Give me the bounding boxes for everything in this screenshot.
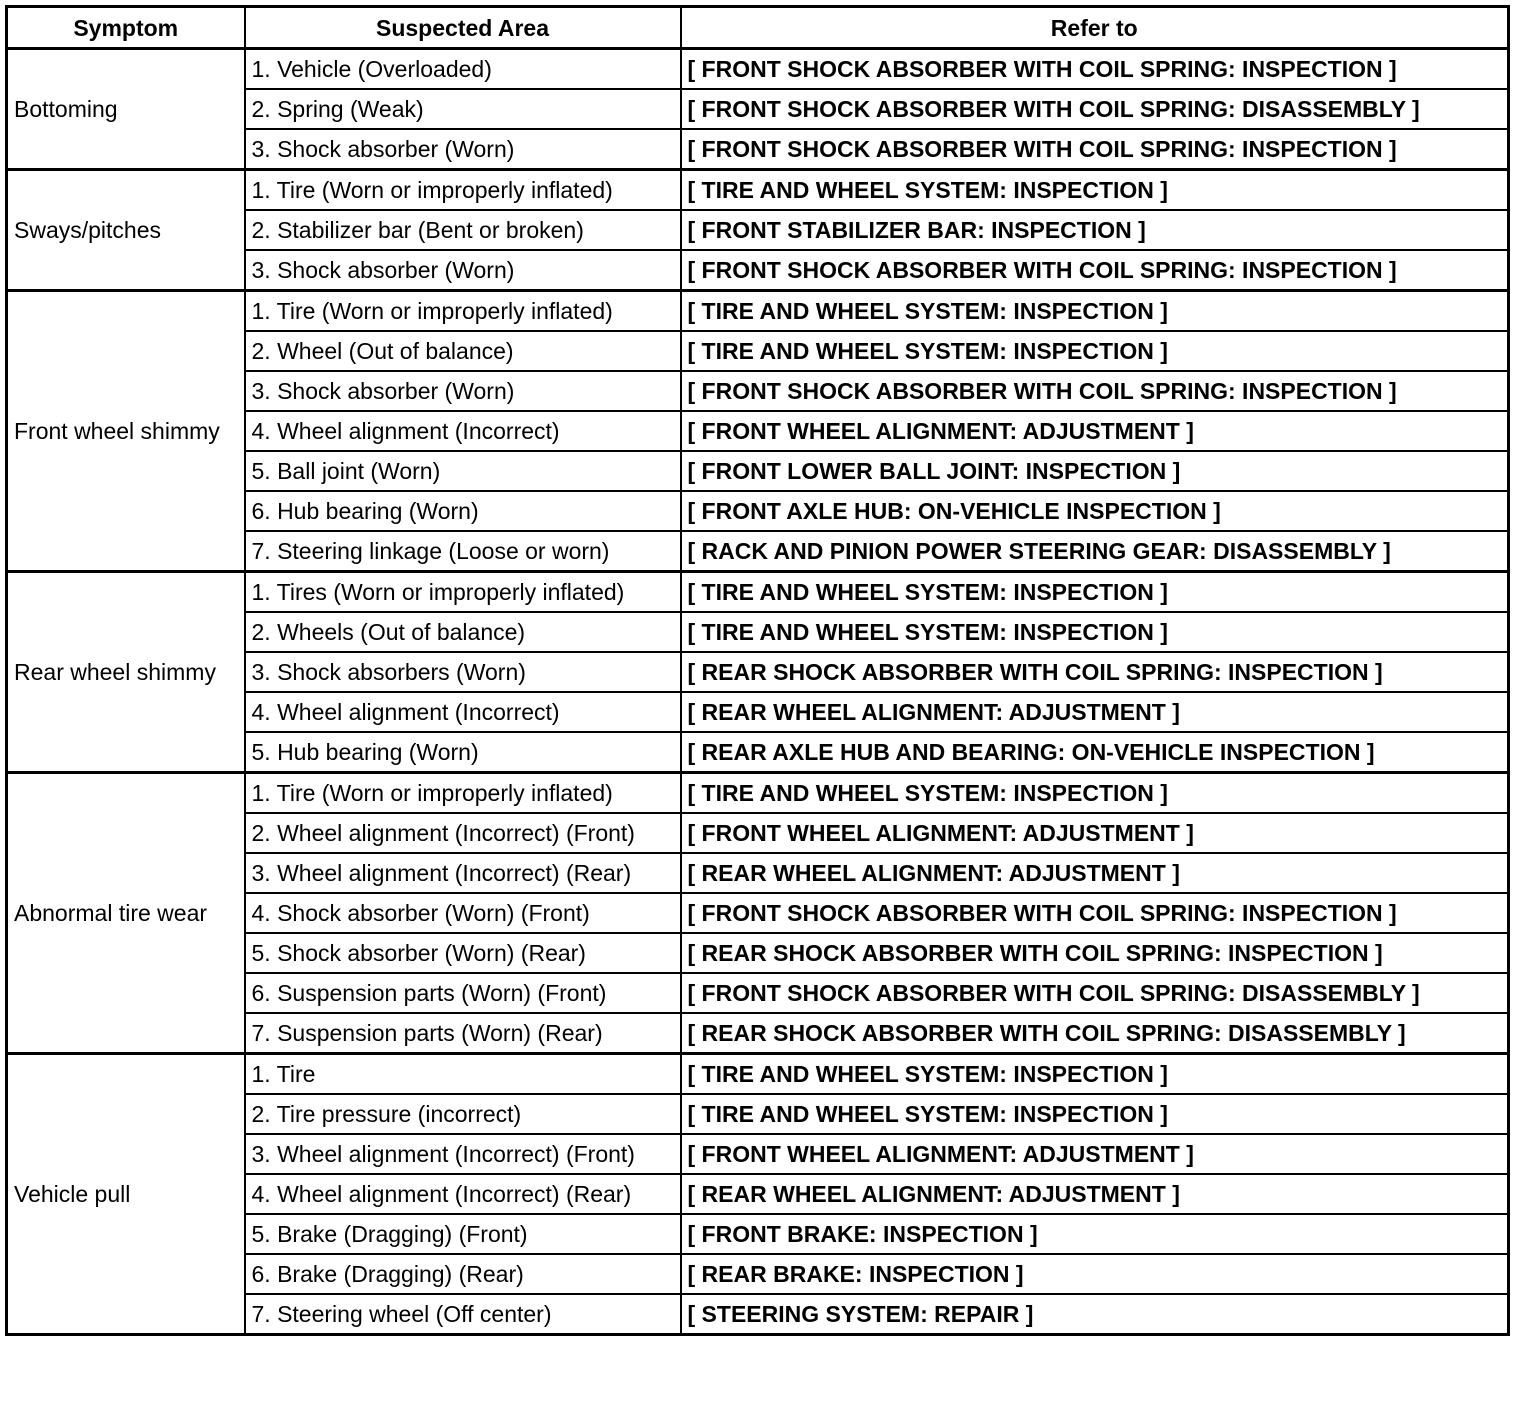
suspected-area-cell: 3. Shock absorbers (Worn): [245, 652, 681, 692]
refer-to-cell: [ FRONT STABILIZER BAR: INSPECTION ]: [681, 210, 1509, 250]
diagnosis-table: [5, 5, 1510, 1336]
suspected-area-cell: 3. Shock absorber (Worn): [245, 250, 681, 291]
refer-to-cell: [ FRONT SHOCK ABSORBER WITH COIL SPRING: DISASSEMBLY ]: [681, 973, 1509, 1013]
refer-to-cell: [ REAR WHEEL ALIGNMENT: ADJUSTMENT ]: [681, 1174, 1509, 1214]
symptom-cell: Sways/pitches: [7, 170, 245, 291]
refer-to-cell: [ TIRE AND WHEEL SYSTEM: INSPECTION ]: [681, 291, 1509, 332]
refer-to-cell: [ FRONT WHEEL ALIGNMENT: ADJUSTMENT ]: [681, 411, 1509, 451]
suspected-area-cell: 7. Steering linkage (Loose or worn): [245, 531, 681, 572]
refer-to-cell: [ RACK AND PINION POWER STEERING GEAR: DISASSEMBLY ]: [681, 531, 1509, 572]
suspected-area-cell: 2. Stabilizer bar (Bent or broken): [245, 210, 681, 250]
refer-to-cell: [ STEERING SYSTEM: REPAIR ]: [681, 1294, 1509, 1335]
header-refer-to: Refer to: [681, 7, 1509, 49]
suspected-area-cell: 1. Tire: [245, 1054, 681, 1095]
symptom-group: [7, 49, 1509, 170]
symptom-group: [7, 1054, 1509, 1335]
refer-to-cell: [ FRONT BRAKE: INSPECTION ]: [681, 1214, 1509, 1254]
refer-to-cell: [ REAR AXLE HUB AND BEARING: ON-VEHICLE INSPECTION ]: [681, 732, 1509, 773]
suspected-area-cell: 3. Wheel alignment (Incorrect) (Rear): [245, 853, 681, 893]
symptom-group: [7, 291, 1509, 572]
refer-to-cell: [ REAR SHOCK ABSORBER WITH COIL SPRING: INSPECTION ]: [681, 933, 1509, 973]
table-row: [7, 291, 1509, 332]
suspected-area-cell: 2. Spring (Weak): [245, 89, 681, 129]
refer-to-cell: [ FRONT SHOCK ABSORBER WITH COIL SPRING: INSPECTION ]: [681, 371, 1509, 411]
suspected-area-cell: 5. Ball joint (Worn): [245, 451, 681, 491]
refer-to-cell: [ REAR WHEEL ALIGNMENT: ADJUSTMENT ]: [681, 692, 1509, 732]
table-row: [7, 773, 1509, 814]
suspected-area-cell: 5. Shock absorber (Worn) (Rear): [245, 933, 681, 973]
suspected-area-cell: 6. Hub bearing (Worn): [245, 491, 681, 531]
suspected-area-cell: 4. Wheel alignment (Incorrect) (Rear): [245, 1174, 681, 1214]
refer-to-cell: [ FRONT SHOCK ABSORBER WITH COIL SPRING: INSPECTION ]: [681, 893, 1509, 933]
symptom-cell: Abnormal tire wear: [7, 773, 245, 1054]
suspected-area-cell: 2. Wheel (Out of balance): [245, 331, 681, 371]
suspected-area-cell: 1. Tire (Worn or improperly inflated): [245, 291, 681, 332]
symptom-group: [7, 773, 1509, 1054]
suspected-area-cell: 4. Wheel alignment (Incorrect): [245, 692, 681, 732]
refer-to-cell: [ TIRE AND WHEEL SYSTEM: INSPECTION ]: [681, 170, 1509, 211]
suspected-area-cell: 1. Tire (Worn or improperly inflated): [245, 170, 681, 211]
table-row: [7, 170, 1509, 211]
refer-to-cell: [ FRONT LOWER BALL JOINT: INSPECTION ]: [681, 451, 1509, 491]
table-row: [7, 49, 1509, 90]
suspected-area-cell: 1. Tires (Worn or improperly inflated): [245, 572, 681, 613]
refer-to-cell: [ TIRE AND WHEEL SYSTEM: INSPECTION ]: [681, 572, 1509, 613]
suspected-area-cell: 7. Steering wheel (Off center): [245, 1294, 681, 1335]
suspected-area-cell: 3. Shock absorber (Worn): [245, 371, 681, 411]
refer-to-cell: [ FRONT SHOCK ABSORBER WITH COIL SPRING: INSPECTION ]: [681, 129, 1509, 170]
suspected-area-cell: 5. Hub bearing (Worn): [245, 732, 681, 773]
refer-to-cell: [ FRONT WHEEL ALIGNMENT: ADJUSTMENT ]: [681, 813, 1509, 853]
refer-to-cell: [ TIRE AND WHEEL SYSTEM: INSPECTION ]: [681, 773, 1509, 814]
header-row: [7, 7, 1509, 49]
symptom-group: [7, 170, 1509, 291]
refer-to-cell: [ TIRE AND WHEEL SYSTEM: INSPECTION ]: [681, 331, 1509, 371]
suspected-area-cell: 5. Brake (Dragging) (Front): [245, 1214, 681, 1254]
suspected-area-cell: 2. Tire pressure (incorrect): [245, 1094, 681, 1134]
suspected-area-cell: 7. Suspension parts (Worn) (Rear): [245, 1013, 681, 1054]
suspected-area-cell: 3. Wheel alignment (Incorrect) (Front): [245, 1134, 681, 1174]
symptom-cell: Rear wheel shimmy: [7, 572, 245, 773]
suspected-area-cell: 4. Shock absorber (Worn) (Front): [245, 893, 681, 933]
symptom-cell: Vehicle pull: [7, 1054, 245, 1335]
table-row: [7, 572, 1509, 613]
refer-to-cell: [ FRONT SHOCK ABSORBER WITH COIL SPRING: INSPECTION ]: [681, 250, 1509, 291]
symptom-cell: Front wheel shimmy: [7, 291, 245, 572]
refer-to-cell: [ REAR WHEEL ALIGNMENT: ADJUSTMENT ]: [681, 853, 1509, 893]
refer-to-cell: [ TIRE AND WHEEL SYSTEM: INSPECTION ]: [681, 1094, 1509, 1134]
suspected-area-cell: 2. Wheel alignment (Incorrect) (Front): [245, 813, 681, 853]
suspected-area-cell: 6. Brake (Dragging) (Rear): [245, 1254, 681, 1294]
symptom-cell: Bottoming: [7, 49, 245, 170]
refer-to-cell: [ FRONT WHEEL ALIGNMENT: ADJUSTMENT ]: [681, 1134, 1509, 1174]
suspected-area-cell: 2. Wheels (Out of balance): [245, 612, 681, 652]
refer-to-cell: [ TIRE AND WHEEL SYSTEM: INSPECTION ]: [681, 612, 1509, 652]
suspected-area-cell: 6. Suspension parts (Worn) (Front): [245, 973, 681, 1013]
header-symptom: Symptom: [7, 7, 245, 49]
refer-to-cell: [ FRONT SHOCK ABSORBER WITH COIL SPRING: DISASSEMBLY ]: [681, 89, 1509, 129]
table-row: [7, 1054, 1509, 1095]
refer-to-cell: [ REAR SHOCK ABSORBER WITH COIL SPRING: INSPECTION ]: [681, 652, 1509, 692]
refer-to-cell: [ REAR SHOCK ABSORBER WITH COIL SPRING: DISASSEMBLY ]: [681, 1013, 1509, 1054]
refer-to-cell: [ FRONT AXLE HUB: ON-VEHICLE INSPECTION ]: [681, 491, 1509, 531]
refer-to-cell: [ REAR BRAKE: INSPECTION ]: [681, 1254, 1509, 1294]
suspected-area-cell: 1. Tire (Worn or improperly inflated): [245, 773, 681, 814]
suspected-area-cell: 4. Wheel alignment (Incorrect): [245, 411, 681, 451]
refer-to-cell: [ FRONT SHOCK ABSORBER WITH COIL SPRING: INSPECTION ]: [681, 49, 1509, 90]
symptom-group: [7, 572, 1509, 773]
table-header: [7, 7, 1509, 49]
header-suspected-area: Suspected Area: [245, 7, 681, 49]
refer-to-cell: [ TIRE AND WHEEL SYSTEM: INSPECTION ]: [681, 1054, 1509, 1095]
suspected-area-cell: 1. Vehicle (Overloaded): [245, 49, 681, 90]
suspected-area-cell: 3. Shock absorber (Worn): [245, 129, 681, 170]
